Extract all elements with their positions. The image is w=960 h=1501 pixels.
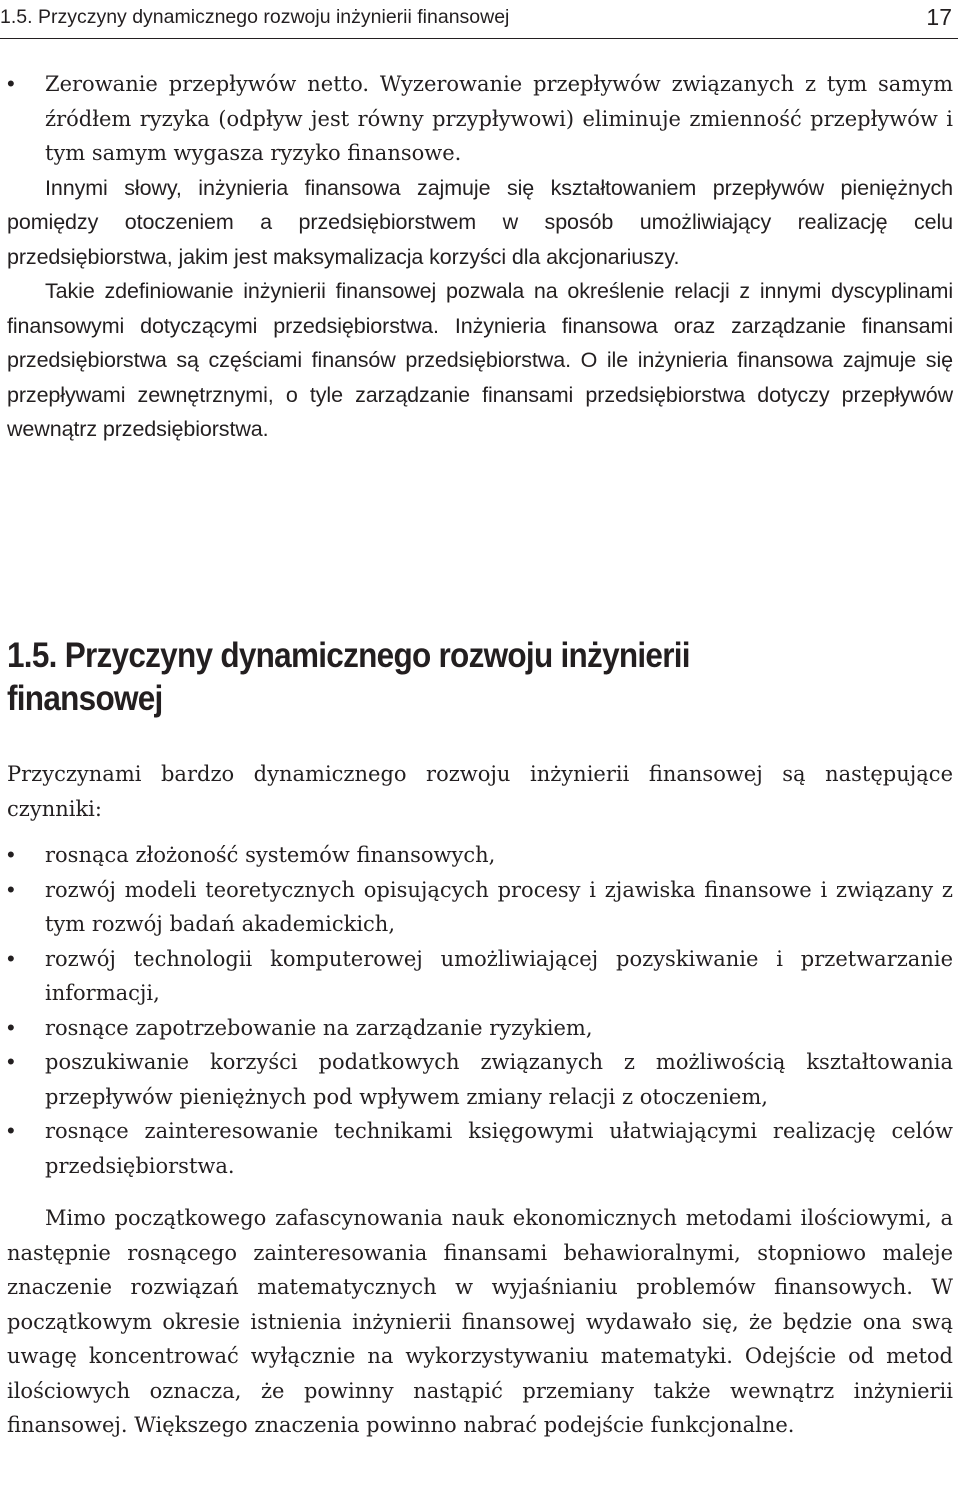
- section-heading-line: 1.5. Przyczyny dynamicznego rozwoju inżynierii: [7, 636, 690, 675]
- running-header: [0, 0, 958, 39]
- running-title: 1.5. Przyczyny dynamicznego rozwoju inżynierii finansowej: [0, 6, 510, 28]
- bullet-icon: •: [7, 1049, 15, 1074]
- list-item: [7, 1011, 953, 1046]
- list-item: [7, 1045, 953, 1114]
- factor-list: [7, 838, 953, 1183]
- bullet-icon: •: [7, 1014, 15, 1040]
- list-item: [7, 838, 953, 873]
- top-section: [7, 67, 953, 447]
- bullet-icon: •: [7, 71, 15, 96]
- list-item: [7, 67, 953, 171]
- bullet-text: rozwój technologii komputerowej umożliwiającej pozyskiwanie i przetwarzanie informacji,: [45, 946, 953, 1005]
- bullet-text: rosnące zapotrzebowanie na zarządzanie ryzykiem,: [45, 1015, 593, 1040]
- page-number: 17: [926, 4, 952, 30]
- paragraph: Takie zdefiniowanie inżynierii finansowej pozwala na określenie relacji z innymi dyscyplinami finansowymi dotyczącymi przedsiębiorstwa. Inżynieria finansowa oraz zarządzanie finansami przedsiębiorstwa są częściami finansów przedsiębiorstwa. O ile inżynieria finansowa zajmuje się przepływami zewnętrznymi, o tyle zarządzanie finansami przedsiębiorstwa dotyczy przepływów wewnątrz przedsiębiorstwa.: [7, 279, 953, 441]
- list-item: [7, 942, 953, 1011]
- section-heading-line: finansowej: [7, 679, 163, 718]
- section-body: [7, 757, 953, 1443]
- bullet-icon: •: [7, 842, 15, 867]
- section-heading: [7, 634, 817, 720]
- intro-paragraph: Przyczynami bardzo dynamicznego rozwoju inżynierii finansowej są następujące czynniki:: [7, 762, 953, 821]
- list-item: [7, 873, 953, 942]
- paragraph: Innymi słowy, inżynieria finansowa zajmuje się kształtowaniem przepływów pieniężnych pomiędzy otoczeniem a przedsiębiorstwem w sposób umożliwiający realizację celu przedsiębiorstwa, jakim jest maksymalizacja korzyści dla akcjonariuszy.: [7, 175, 953, 269]
- bullet-text: rozwój modeli teoretycznych opisujących procesy i zjawiska finansowe i związany z tym rozwój badań akademickich,: [45, 877, 953, 936]
- bullet-text: rosnące zainteresowanie technikami księgowymi ułatwiającymi realizację celów przedsiębiorstwa.: [45, 1119, 953, 1178]
- closing-paragraph: Mimo początkowego zafascynowania nauk ekonomicznych metodami ilościowymi, a następnie rosnącego zainteresowania finansami behawioralnymi, stopniowo maleje znaczenie rozwiązań matematycznych w wyjaśnianiu problemów finansowych. W początkowym okresie istnienia inżynierii finansowej wydawało się, że będzie ona swą uwagę koncentrować wyłącznie na wykorzystywaniu matematyki. Odejście od metod ilościowych oznacza, że powinny nastąpić przemiany także wewnątrz inżynierii finansowej. Większego znaczenia powinno nabrać podejście funkcjonalne.: [7, 1206, 953, 1437]
- bullet-text: Zerowanie przepływów netto. Wyzerowanie przepływów związanych z tym samym źródłem ryzyka (odpływ jest równy przypływowi) eliminuje zmienność przepływów i tym samym wygasza ryzyko finansowe.: [45, 72, 953, 165]
- bullet-icon: •: [7, 876, 15, 902]
- bullet-text: rosnąca złożoność systemów finansowych,: [45, 843, 496, 867]
- bullet-text: poszukiwanie korzyści podatkowych związanych z możliwością kształtowania przepływów pieniężnych pod wpływem zmiany relacji z otoczeniem,: [45, 1050, 953, 1109]
- bullet-icon: •: [7, 1118, 15, 1143]
- bullet-icon: •: [7, 945, 15, 971]
- list-item: [7, 1114, 953, 1183]
